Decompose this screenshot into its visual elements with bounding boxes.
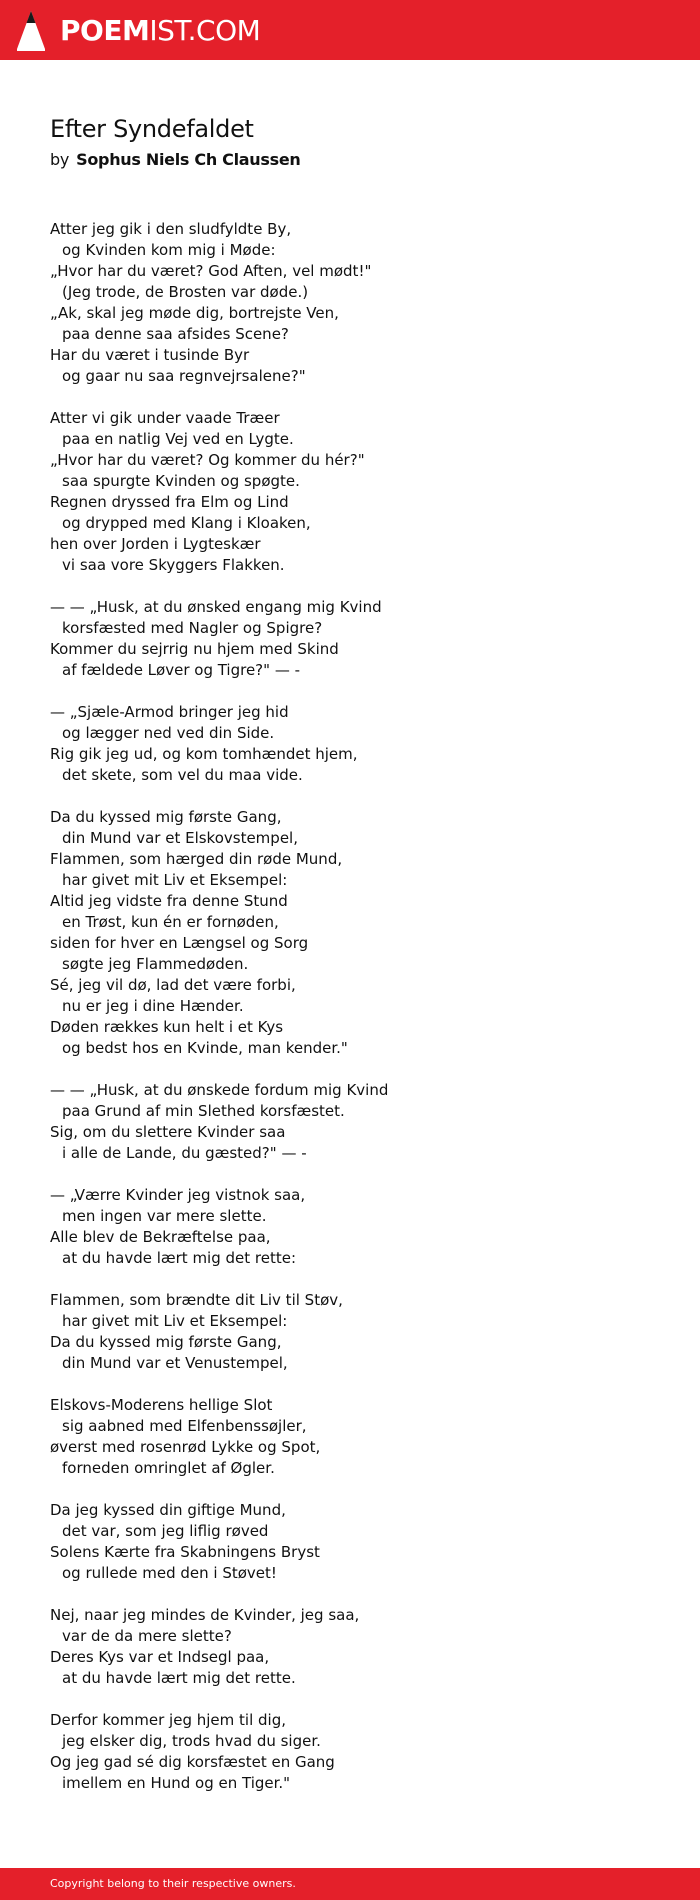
poem-line: imellem en Hund og en Tiger." bbox=[62, 1774, 291, 1792]
poem-line: sig aabned med Elfenbenssøjler, bbox=[62, 1417, 307, 1435]
poem-line: Døden rækkes kun helt i et Kys bbox=[50, 1018, 284, 1036]
poem-title: Efter Syndefaldet bbox=[50, 115, 254, 143]
poem-line: Altid jeg vidste fra denne Stund bbox=[50, 892, 288, 910]
poem-line: Elskovs-Moderens hellige Slot bbox=[50, 1396, 273, 1414]
poem-line: vi saa vore Skyggers Flakken. bbox=[62, 556, 285, 574]
poem-line: siden for hver en Længsel og Sorg bbox=[50, 934, 309, 952]
poem-line: korsfæsted med Nagler og Spigre? bbox=[62, 619, 323, 637]
poem-line: jeg elsker dig, trods hvad du siger. bbox=[62, 1732, 321, 1750]
poem-line: Nej, naar jeg mindes de Kvinder, jeg saa, bbox=[50, 1606, 360, 1624]
site-header bbox=[0, 0, 700, 60]
poem-line: Flammen, som hærged din røde Mund, bbox=[50, 850, 343, 868]
site-footer bbox=[0, 1868, 700, 1900]
poem-stanza bbox=[50, 1185, 670, 1269]
poem-line: Derfor kommer jeg hjem til dig, bbox=[50, 1711, 286, 1729]
poem-line: og gaar nu saa regnvejrsalene?" bbox=[62, 367, 306, 385]
poem-line: Atter vi gik under vaade Træer bbox=[50, 409, 280, 427]
poem-line: din Mund var et Venustempel, bbox=[62, 1354, 288, 1372]
poem-line: Flammen, som brændte dit Liv til Støv, bbox=[50, 1291, 343, 1309]
pencil-tip-icon bbox=[16, 10, 46, 52]
poem-line: en Trøst, kun én er fornøden, bbox=[62, 913, 279, 931]
poem-line: og drypped med Klang i Kloaken, bbox=[62, 514, 311, 532]
poem-line: paa Grund af min Slethed korsfæstet. bbox=[62, 1102, 345, 1120]
poem-stanza bbox=[50, 1080, 670, 1164]
poem-line: — „Værre Kvinder jeg vistnok saa, bbox=[50, 1186, 306, 1204]
poem-stanza bbox=[50, 702, 670, 786]
poem-stanza bbox=[50, 219, 670, 387]
poem-line: Atter jeg gik i den sludfyldte By, bbox=[50, 220, 292, 238]
poem-line: — „Sjæle-Armod bringer jeg hid bbox=[50, 703, 289, 721]
poem-line: det var, som jeg liflig røved bbox=[62, 1522, 269, 1540]
poem-stanza bbox=[50, 1500, 670, 1584]
poem-line: søgte jeg Flammedøden. bbox=[62, 955, 249, 973]
poem-line: har givet mit Liv et Eksempel: bbox=[62, 1312, 288, 1330]
site-logo-link[interactable] bbox=[16, 10, 260, 52]
poem-line: i alle de Lande, du gæsted?" — - bbox=[62, 1144, 307, 1162]
poem-line: det skete, som vel du maa vide. bbox=[62, 766, 303, 784]
poem-heading bbox=[50, 112, 670, 172]
byline-prefix: by bbox=[50, 150, 70, 169]
logo-light-text: IST.COM bbox=[149, 14, 261, 47]
poem-line: Alle blev de Bekræftelse paa, bbox=[50, 1228, 271, 1246]
poem-line: saa spurgte Kvinden og spøgte. bbox=[62, 472, 300, 490]
poem-line: din Mund var et Elskovstempel, bbox=[62, 829, 298, 847]
poem-line: forneden omringlet af Øgler. bbox=[62, 1459, 275, 1477]
poem-line: Rig gik jeg ud, og kom tomhændet hjem, bbox=[50, 745, 358, 763]
poem-line: men ingen var mere slette. bbox=[62, 1207, 267, 1225]
poem-line: nu er jeg i dine Hænder. bbox=[62, 997, 244, 1015]
poem-line: Regnen dryssed fra Elm og Lind bbox=[50, 493, 289, 511]
poem-line: Har du været i tusinde Byr bbox=[50, 346, 250, 364]
poem-line: hen over Jorden i Lygteskær bbox=[50, 535, 261, 553]
poem-line: var de da mere slette? bbox=[62, 1627, 232, 1645]
logo-bold-text: POEM bbox=[60, 14, 150, 47]
poem-stanza bbox=[50, 1605, 670, 1689]
byline bbox=[50, 148, 670, 172]
poem-stanza bbox=[50, 597, 670, 681]
poem-stanza bbox=[50, 408, 670, 576]
poem-line: Sé, jeg vil dø, lad det være forbi, bbox=[50, 976, 296, 994]
poem-line: Deres Kys var et Indsegl paa, bbox=[50, 1648, 270, 1666]
poem-stanza bbox=[50, 1710, 670, 1794]
poem-line: Da du kyssed mig første Gang, bbox=[50, 808, 282, 826]
poem-stanza bbox=[50, 1395, 670, 1479]
poem-line: Solens Kærte fra Skabningens Bryst bbox=[50, 1543, 320, 1561]
poem-body bbox=[50, 219, 670, 1815]
poem-line: — — „Husk, at du ønsked engang mig Kvind bbox=[50, 598, 382, 616]
author-name: Sophus Niels Ch Claussen bbox=[76, 150, 301, 169]
poem-line: Sig, om du slettere Kvinder saa bbox=[50, 1123, 286, 1141]
poem-line: at du havde lært mig det rette: bbox=[62, 1249, 297, 1267]
poem-line: „Hvor har du været? Og kommer du hér?" bbox=[50, 451, 365, 469]
poem-line: har givet mit Liv et Eksempel: bbox=[62, 871, 288, 889]
poem-line: Da jeg kyssed din giftige Mund, bbox=[50, 1501, 286, 1519]
poem-line: Og jeg gad sé dig korsfæstet en Gang bbox=[50, 1753, 335, 1771]
poem-line: — — „Husk, at du ønskede fordum mig Kvind bbox=[50, 1081, 389, 1099]
poem-line: og Kvinden kom mig i Møde: bbox=[62, 241, 276, 259]
poem-line: (Jeg trode, de Brosten var døde.) bbox=[62, 283, 309, 301]
poem-line: og rullede med den i Støvet! bbox=[62, 1564, 277, 1582]
site-logo-text bbox=[60, 10, 260, 52]
poem-line: „Hvor har du været? God Aften, vel mødt!" bbox=[50, 262, 372, 280]
poem-stanza bbox=[50, 1290, 670, 1374]
poem-line: Da du kyssed mig første Gang, bbox=[50, 1333, 282, 1351]
poem-line: af fældede Løver og Tigre?" — - bbox=[62, 661, 300, 679]
poem-line: paa en natlig Vej ved en Lygte. bbox=[62, 430, 294, 448]
poem-line: at du havde lært mig det rette. bbox=[62, 1669, 296, 1687]
copyright-notice: Copyright belong to their respective owners. bbox=[50, 1877, 296, 1890]
poem-stanza bbox=[50, 807, 670, 1059]
poem-line: Kommer du sejrrig nu hjem med Skind bbox=[50, 640, 339, 658]
poem-line: paa denne saa afsides Scene? bbox=[62, 325, 289, 343]
poem-line: og lægger ned ved din Side. bbox=[62, 724, 275, 742]
poem-line: „Ak, skal jeg møde dig, bortrejste Ven, bbox=[50, 304, 339, 322]
poem-line: øverst med rosenrød Lykke og Spot, bbox=[50, 1438, 321, 1456]
poem-line: og bedst hos en Kvinde, man kender." bbox=[62, 1039, 348, 1057]
